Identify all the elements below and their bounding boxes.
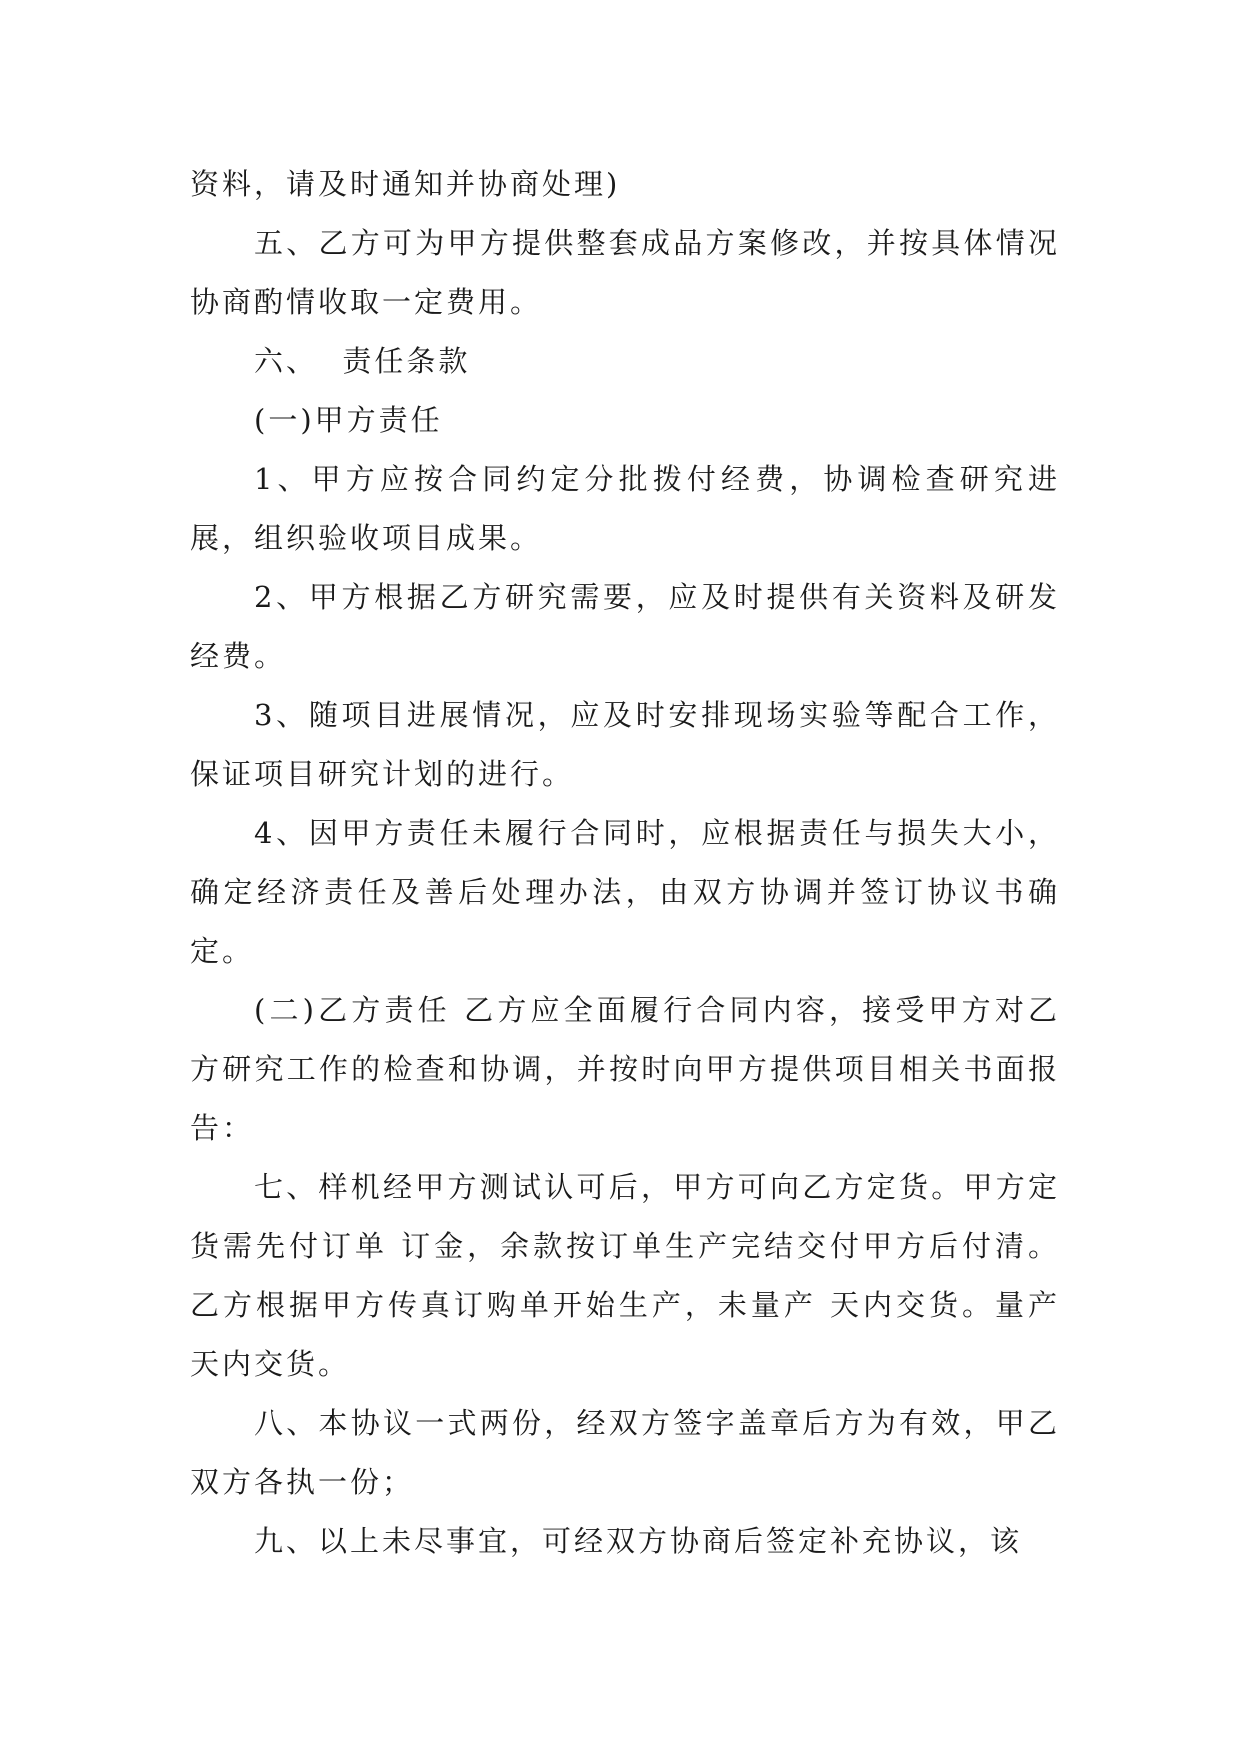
paragraph-party-a-item-1: 1、甲方应按合同约定分批拨付经费，协调检查研究进展，组织验收项目成果。 xyxy=(190,462,1060,555)
paragraph-party-a-item-4: 4、因甲方责任未履行合同时，应根据责任与损失大小，确定经济责任及善后处理办法，由双方协调并签订协议书确定。 xyxy=(190,816,1060,968)
paragraph-party-a-item-3: 3、随项目进展情况，应及时安排现场实验等配合工作，保证项目研究计划的进行。 xyxy=(190,698,1060,791)
paragraph-clause-9: 九、以上未尽事宜，可经双方协商后签定补充协议，该 xyxy=(254,1524,1023,1558)
heading-clause-6: 六、 责任条款 xyxy=(254,344,471,378)
paragraph-continuation: 资料，请及时通知并协商处理) xyxy=(190,167,621,201)
paragraph-party-b-duties: (二)乙方责任 乙方应全面履行合同内容，接受甲方对乙方研究工作的检查和协调，并按时向甲方提供项目相关书面报告： xyxy=(190,993,1060,1145)
paragraph-clause-7: 七、样机经甲方测试认可后，甲方可向乙方定货。甲方定货需先付订单 订金，余款按订单生产完结交付甲方后付清。乙方根据甲方传真订购单开始生产，未量产 天内交货。量产 天内交货。 xyxy=(190,1170,1073,1381)
paragraph-clause-8: 八、本协议一式两份，经双方签字盖章后方为有效，甲乙双方各执一份； xyxy=(190,1406,1060,1499)
heading-party-a-duties: (一)甲方责任 xyxy=(254,403,443,437)
paragraph-party-a-item-2: 2、甲方根据乙方研究需要，应及时提供有关资料及研发经费。 xyxy=(190,580,1060,673)
paragraph-clause-5: 五、乙方可为甲方提供整套成品方案修改，并按具体情况协商酌情收取一定费用。 xyxy=(190,226,1060,319)
document-body xyxy=(190,155,1073,1571)
